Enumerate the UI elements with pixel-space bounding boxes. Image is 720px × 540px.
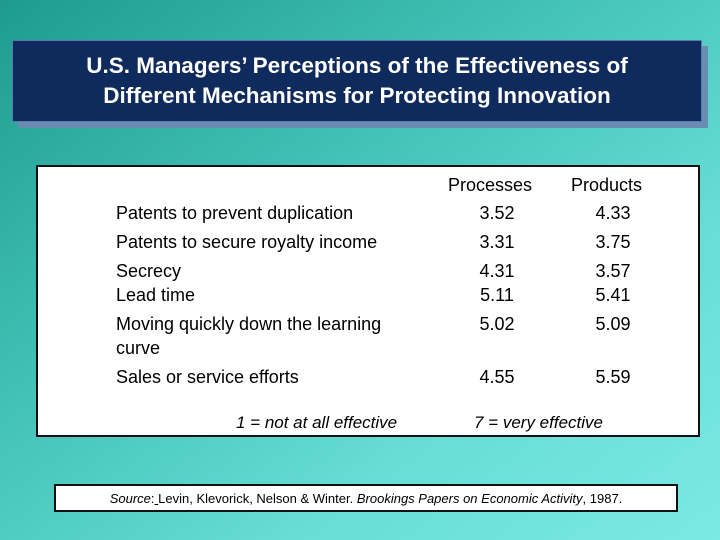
source-citation: [54, 484, 678, 512]
row-label-patents-duplication: Patents to prevent duplication: [116, 203, 354, 223]
header-processes: Processes: [448, 175, 533, 195]
row-label-patents-royalty: Patents to secure royalty income: [116, 232, 378, 252]
value-processes-patents-duplication: 3.52: [479, 203, 515, 223]
value-processes-lead-time: 5.11: [480, 285, 514, 305]
value-processes-patents-royalty: 3.31: [479, 232, 515, 252]
slide-title-line-1: U.S. Managers’ Perceptions of the Effectiveness of: [86, 53, 628, 78]
row-label-learning-curve: Moving quickly down the learning: [116, 314, 382, 334]
slide-title: [80, 51, 633, 111]
value-processes-sales-service: 4.55: [479, 367, 515, 387]
source-journal: Brookings Papers on Economic Activity: [356, 490, 583, 506]
value-products-learning-curve: 5.09: [595, 314, 631, 334]
row-label-lead-time: Lead time: [116, 285, 196, 305]
source-authors: Levin, Klevorick, Nelson & Winter.: [158, 490, 354, 506]
value-products-sales-service: 5.59: [595, 367, 631, 387]
value-processes-learning-curve: 5.02: [479, 314, 515, 334]
effectiveness-table: [36, 165, 700, 437]
slide-title-box: [12, 40, 702, 122]
source-year: , 1987.: [582, 490, 623, 506]
source-colon: :: [150, 490, 155, 506]
value-products-secrecy: 3.57: [595, 261, 631, 281]
slide-title-line-2: Different Mechanisms for Protecting Innovation: [103, 83, 611, 108]
value-products-lead-time: 5.41: [595, 285, 631, 305]
value-processes-secrecy: 4.31: [479, 261, 515, 281]
source-prefix: Source: [109, 490, 151, 506]
value-products-patents-duplication: 4.33: [595, 203, 631, 223]
row-label-learning-curve-cont: curve: [116, 338, 161, 358]
row-label-secrecy: Secrecy: [116, 261, 182, 281]
value-products-patents-royalty: 3.75: [595, 232, 631, 252]
scale-high-note: 7 = very effective: [474, 413, 603, 432]
row-label-sales-service: Sales or service efforts: [116, 367, 299, 387]
scale-low-note: 1 = not at all effective: [236, 413, 398, 432]
header-products: Products: [571, 175, 643, 195]
